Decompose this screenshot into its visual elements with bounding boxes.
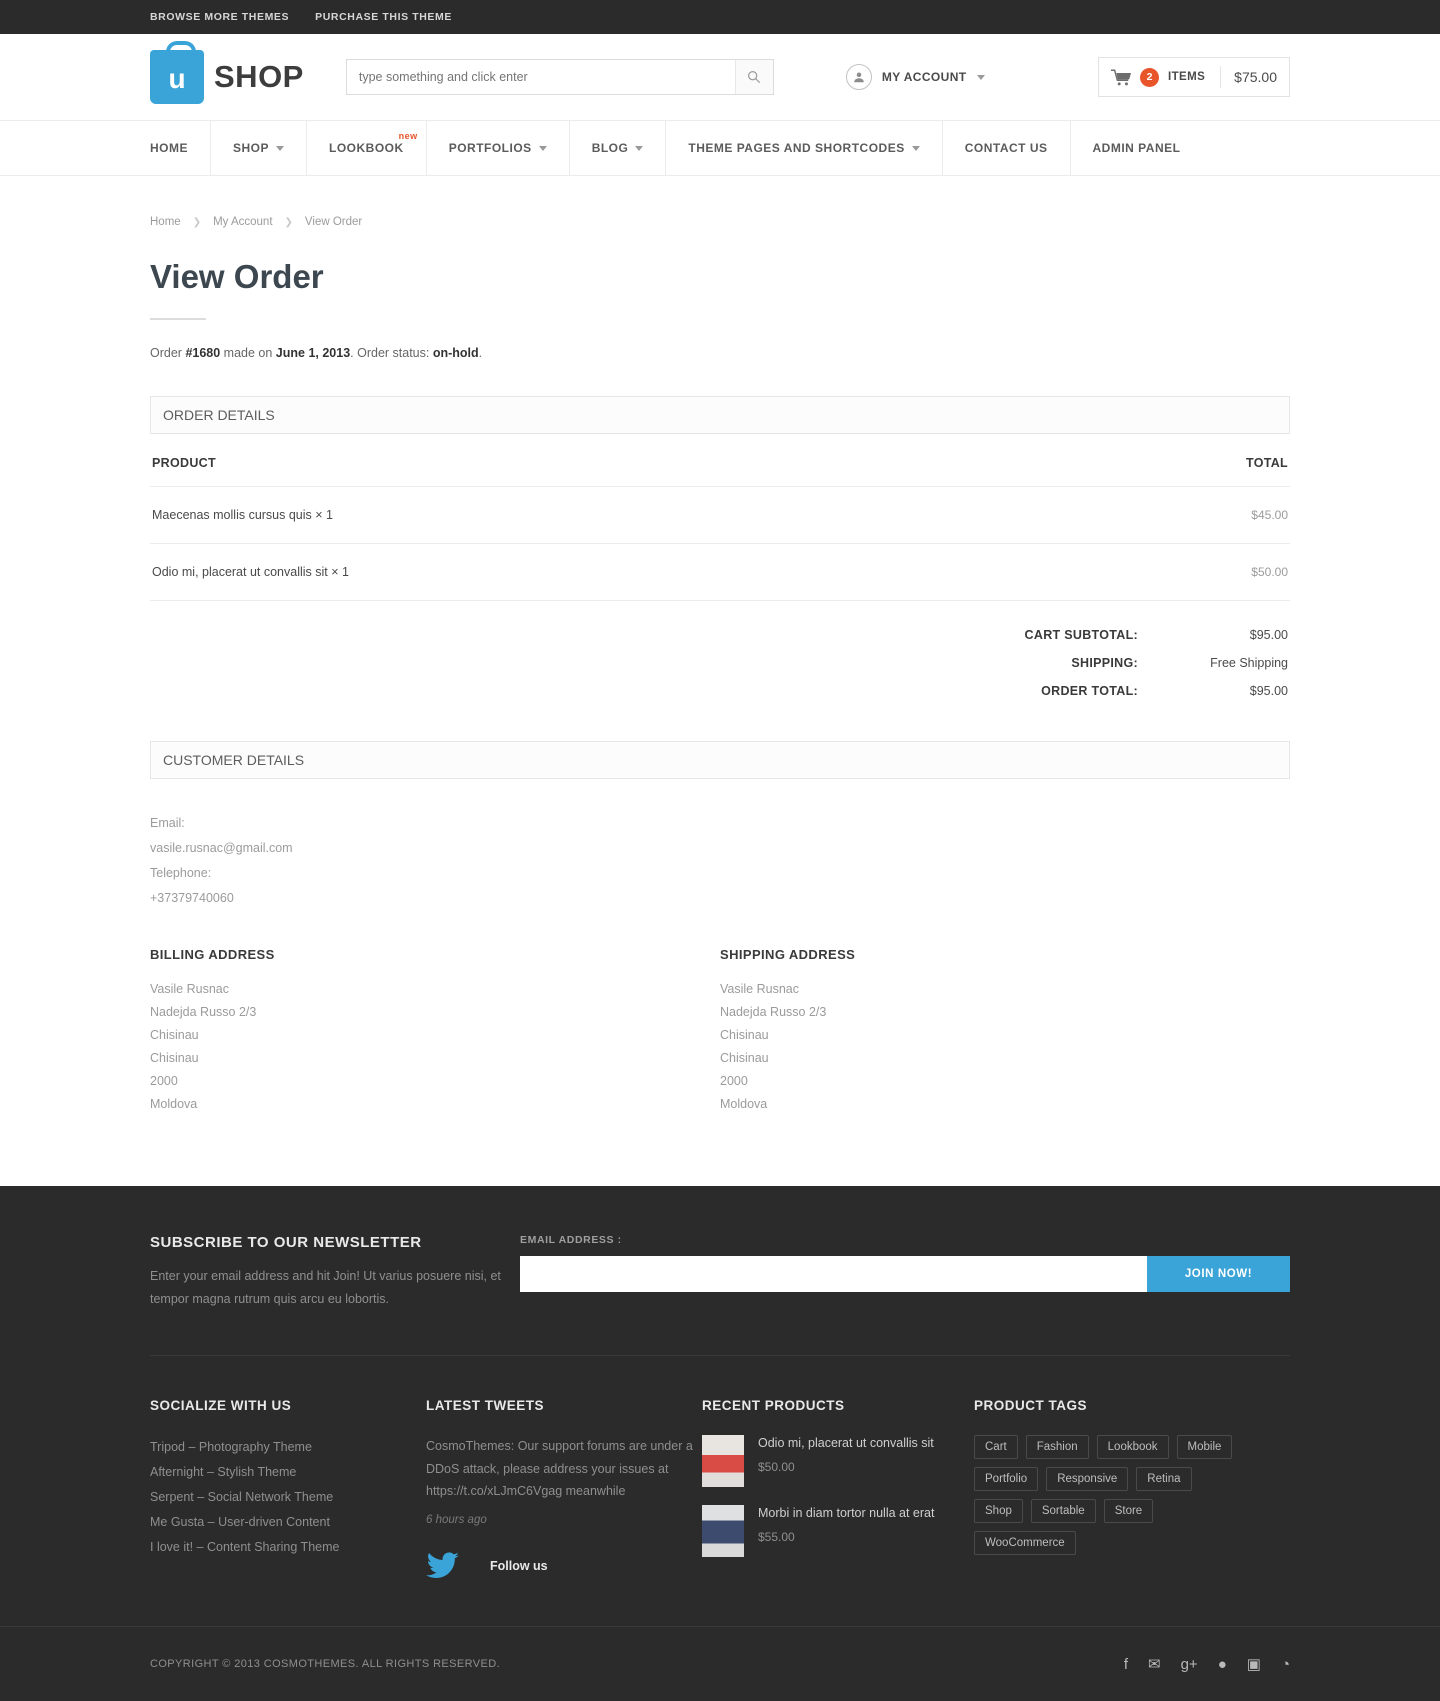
billing-address-heading: BILLING ADDRESS: [150, 947, 275, 962]
totals-row: [150, 677, 1290, 705]
email-address-label: EMAIL ADDRESS :: [520, 1234, 622, 1246]
rss-icon[interactable]: ◔: [1280, 1655, 1290, 1673]
logo[interactable]: [150, 50, 304, 104]
totals-label: SHIPPING:: [1071, 656, 1138, 670]
cell-product: Maecenas mollis cursus quis × 1: [150, 487, 1078, 544]
title-underline: [150, 318, 206, 320]
browse-more-themes-link[interactable]: BROWSE MORE THEMES: [150, 11, 290, 23]
product-tag[interactable]: WooCommerce: [974, 1531, 1076, 1555]
latest-tweets-heading: LATEST TWEETS: [426, 1398, 544, 1414]
order-status: on-hold: [432, 346, 479, 360]
instagram-icon[interactable]: ▣: [1246, 1656, 1261, 1673]
column-header-product: PRODUCT: [150, 456, 1078, 487]
breadcrumb-item-home[interactable]: Home: [150, 216, 181, 228]
nav-item-label: CONTACT US: [964, 141, 1048, 155]
billing-address-line: Moldova: [150, 1097, 198, 1111]
cart-icon: [1111, 69, 1131, 86]
billing-address-line: Chisinau: [150, 1051, 199, 1065]
my-account-label: MY ACCOUNT: [881, 70, 967, 84]
customer-contact: [150, 811, 1290, 911]
search-icon: [747, 70, 761, 84]
nav-item-portfolios[interactable]: [427, 121, 570, 175]
logo-letter: u: [168, 63, 186, 94]
breadcrumb: [150, 216, 1290, 228]
nav-item-admin-panel[interactable]: [1071, 121, 1203, 175]
breadcrumb-item-my-account[interactable]: My Account: [213, 216, 273, 228]
newsletter-text: Enter your email address and hit Join! Ut varius posuere nisi, et tempor magna rutrum quis arcu eu lobortis.: [150, 1269, 501, 1307]
totals-label: ORDER TOTAL:: [1041, 684, 1138, 698]
product-tag[interactable]: Fashion: [1026, 1435, 1089, 1459]
totals-value: Free Shipping: [1210, 656, 1288, 670]
product-tag[interactable]: Store: [1104, 1499, 1154, 1523]
table-row: [150, 544, 1290, 601]
order-items-table: [150, 456, 1290, 601]
search-box: [346, 59, 774, 95]
purchase-this-theme-link[interactable]: PURCHASE THIS THEME: [315, 11, 452, 23]
twitter-icon: [426, 1552, 460, 1580]
googleplus-icon[interactable]: g+: [1180, 1655, 1198, 1673]
billing-address-line: Nadejda Russo 2/3: [150, 1005, 257, 1019]
chevron-down-icon: [539, 146, 547, 151]
tweet-time: 6 hours ago: [426, 1514, 487, 1526]
nav-item-label: SHOP: [233, 141, 270, 155]
breadcrumb-separator-icon: ❯: [192, 216, 202, 228]
shipping-address-line: 2000: [720, 1074, 748, 1088]
cart-count-badge: 2: [1140, 68, 1159, 87]
user-icon: [846, 64, 872, 90]
order-date: June 1, 2013: [275, 346, 351, 360]
main-content: [150, 176, 1290, 1186]
nav-item-theme-pages-and-shortcodes[interactable]: [666, 121, 942, 175]
product-thumbnail: [702, 1505, 744, 1557]
my-account-menu[interactable]: [846, 64, 985, 90]
page-title: View Order: [150, 258, 324, 295]
product-name[interactable]: Morbi in diam tortor nulla at erat: [758, 1506, 935, 1521]
table-row: [150, 487, 1290, 544]
totals-row: [150, 649, 1290, 677]
order-note-status-prefix: . Order status:: [350, 346, 433, 360]
facebook-icon[interactable]: f: [1123, 1655, 1128, 1673]
shipping-address-line: Chisinau: [720, 1028, 769, 1042]
billing-address-line: Vasile Rusnac: [150, 982, 229, 996]
cart-button[interactable]: [1098, 57, 1290, 97]
totals-value: $95.00: [1249, 684, 1288, 698]
breadcrumb-separator-icon: ❯: [284, 216, 293, 228]
product-tag[interactable]: Responsive: [1046, 1467, 1128, 1491]
product-tag[interactable]: Shop: [974, 1499, 1023, 1523]
product-tag[interactable]: Retina: [1136, 1467, 1191, 1491]
bag-logo-icon: [150, 50, 204, 104]
customer-email: vasile.rusnac@gmail.com: [150, 841, 293, 855]
nav-item-shop[interactable]: [211, 121, 307, 175]
customer-telephone: +37379740060: [150, 891, 234, 905]
nav-item-lookbook[interactable]: [307, 121, 427, 175]
telephone-label: Telephone:: [150, 866, 212, 880]
totals-row: [150, 621, 1290, 649]
logo-text: SHOP: [214, 59, 304, 94]
billing-address: [150, 947, 720, 1116]
socialize-link[interactable]: Serpent – Social Network Theme: [150, 1490, 334, 1505]
chevron-down-icon: [977, 75, 985, 80]
newsletter-heading: SUBSCRIBE TO OUR NEWSLETTER: [150, 1234, 422, 1251]
product-thumbnail: [702, 1435, 744, 1487]
copyright-bar: [0, 1626, 1440, 1701]
recent-products-column: [702, 1398, 974, 1580]
totals-label: CART SUBTOTAL:: [1024, 628, 1138, 642]
socialize-link[interactable]: I love it! – Content Sharing Theme: [150, 1540, 340, 1555]
order-totals: [150, 621, 1290, 705]
shipping-address-heading: SHIPPING ADDRESS: [720, 947, 856, 962]
email-label: Email:: [150, 816, 185, 830]
nav-item-label: BLOG: [591, 141, 629, 155]
order-note-prefix: Order: [150, 346, 186, 360]
chevron-down-icon: [276, 146, 284, 151]
billing-address-line: Chisinau: [150, 1028, 199, 1042]
top-bar: [0, 0, 1440, 34]
addresses: [150, 947, 1290, 1186]
nav-item-label: HOME: [150, 141, 188, 155]
copyright-text: COPYRIGHT © 2013 COSMOTHEMES. ALL RIGHTS RESERVED.: [150, 1658, 501, 1670]
shipping-address-line: Moldova: [720, 1097, 768, 1111]
newsletter-section: [150, 1234, 1290, 1356]
cell-total: $45.00: [1078, 487, 1290, 544]
nav-item-label: THEME PAGES AND SHORTCODES: [688, 141, 905, 155]
product-price: $50.00: [758, 1459, 795, 1474]
product-name[interactable]: Odio mi, placerat ut convallis sit: [758, 1436, 934, 1451]
product-tags-column: [974, 1398, 1234, 1580]
nav-item-label: LOOKBOOK: [329, 141, 404, 155]
chevron-down-icon: [635, 146, 643, 151]
product-tag[interactable]: Lookbook: [1097, 1435, 1169, 1459]
recent-product-item[interactable]: [702, 1505, 974, 1557]
site-footer: [0, 1186, 1440, 1701]
product-tag[interactable]: Sortable: [1031, 1499, 1096, 1523]
cart-total: $75.00: [1234, 69, 1277, 85]
shipping-address: [720, 947, 1290, 1116]
follow-us[interactable]: [426, 1552, 702, 1580]
follow-us-label: Follow us: [490, 1559, 548, 1573]
newsletter-email-input[interactable]: [520, 1256, 1147, 1292]
tweets-column: [426, 1398, 702, 1580]
nav-item-contact-us[interactable]: [943, 121, 1071, 175]
chevron-down-icon: [912, 146, 920, 151]
cell-product: Odio mi, placerat ut convallis sit × 1: [150, 544, 1078, 601]
product-tag[interactable]: Mobile: [1177, 1435, 1233, 1459]
dribbble-icon[interactable]: ●: [1217, 1655, 1227, 1673]
cart-items-label: ITEMS: [1168, 71, 1206, 83]
socialize-heading: SOCIALIZE WITH US: [150, 1398, 292, 1414]
main-nav: [0, 120, 1440, 176]
cart-divider: [1220, 66, 1221, 88]
twitter-icon[interactable]: ✉: [1148, 1656, 1161, 1673]
nav-item-home[interactable]: [150, 121, 211, 175]
nav-item-label: PORTFOLIOS: [448, 141, 532, 155]
totals-value: $95.00: [1249, 628, 1288, 642]
shipping-address-line: Nadejda Russo 2/3: [720, 1005, 827, 1019]
socialize-column: [150, 1398, 426, 1580]
column-header-total: TOTAL: [1078, 456, 1290, 487]
breadcrumb-item-view-order: View Order: [304, 216, 363, 228]
recent-products-heading: RECENT PRODUCTS: [702, 1398, 845, 1414]
nav-item-label: ADMIN PANEL: [1092, 141, 1181, 155]
footer-columns: [150, 1356, 1290, 1626]
tweet-text: CosmoThemes: Our support forums are under a DDoS attack, please address your issues at https://t.co/xLJmC6Vgag meanwhile: [426, 1439, 693, 1498]
product-price: $55.00: [758, 1529, 795, 1544]
order-details-heading: ORDER DETAILS: [150, 396, 1290, 434]
nav-item-badge: new: [398, 131, 418, 141]
socialize-link[interactable]: Afternight – Stylish Theme: [150, 1465, 297, 1480]
socialize-link[interactable]: Tripod – Photography Theme: [150, 1440, 312, 1455]
billing-address-line: 2000: [150, 1074, 178, 1088]
join-now-button[interactable]: JOIN NOW!: [1147, 1256, 1290, 1292]
order-summary-note: [150, 346, 1290, 360]
product-tags-heading: PRODUCT TAGS: [974, 1398, 1087, 1414]
table-header-row: [150, 456, 1290, 487]
socialize-link[interactable]: Me Gusta – User-driven Content: [150, 1515, 330, 1530]
product-tag[interactable]: Portfolio: [974, 1467, 1038, 1491]
cell-total: $50.00: [1078, 544, 1290, 601]
shipping-address-line: Chisinau: [720, 1051, 769, 1065]
order-note-mid: made on: [220, 346, 276, 360]
search-button[interactable]: [735, 60, 773, 94]
order-id: #1680: [185, 346, 221, 360]
nav-item-blog[interactable]: [570, 121, 667, 175]
recent-product-item[interactable]: [702, 1435, 974, 1487]
site-header: [0, 34, 1440, 120]
search-input[interactable]: [347, 70, 735, 84]
product-tag[interactable]: Cart: [974, 1435, 1018, 1459]
shipping-address-line: Vasile Rusnac: [720, 982, 799, 996]
customer-details-heading: CUSTOMER DETAILS: [150, 741, 1290, 779]
order-note-suffix: .: [478, 346, 483, 360]
